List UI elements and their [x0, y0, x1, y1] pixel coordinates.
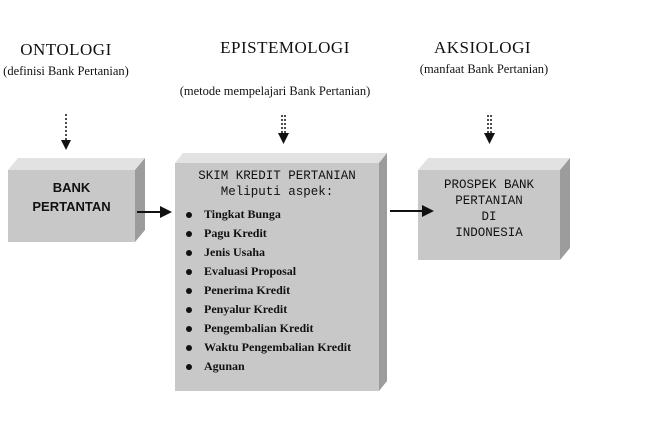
list-item: Evaluasi Proposal	[186, 262, 376, 281]
epistemologi-down-arrow	[278, 115, 289, 144]
aspek-list	[186, 205, 376, 376]
list-item: Tingkat Bunga	[186, 205, 376, 224]
bank-label-line1: BANK	[52, 180, 91, 195]
list-item: Jenis Usaha	[186, 243, 376, 262]
list-item: Pagu Kredit	[186, 224, 376, 243]
epistemologi-subtitle: (metode mempelajari Bank Pertanian)	[179, 84, 371, 98]
aksiologi-down-arrow	[484, 115, 495, 144]
ontologi-heading: ONTOLOGI	[20, 40, 112, 59]
ontologi-subtitle: (definisi Bank Pertanian)	[3, 64, 129, 78]
list-item: Penerima Kredit	[186, 281, 376, 300]
skim-kredit-title: SKIM KREDIT PERTANIAN	[198, 169, 356, 183]
list-item: Penyalur Kredit	[186, 300, 376, 319]
bank-pertanian-label	[8, 178, 135, 216]
aksiologi-heading: AKSIOLOGI	[433, 38, 532, 57]
list-item: Pengembalian Kredit	[186, 319, 376, 338]
prospek-line4: INDONESIA	[455, 226, 523, 240]
ontologi-down-arrow	[61, 114, 71, 150]
list-item: Agunan	[186, 357, 376, 376]
prospek-line1: PROSPEK BANK	[443, 178, 534, 192]
bank-label-line2: PERTANTAN	[32, 199, 111, 214]
prospek-label	[418, 177, 560, 241]
skim-kredit-subtitle: Meliputi aspek:	[220, 185, 334, 199]
prospek-line3: DI	[481, 210, 497, 224]
aksiologi-subtitle: (manfaat Bank Pertanian)	[419, 62, 549, 76]
epistemologi-heading: EPISTEMOLOGI	[220, 38, 350, 57]
list-item: Waktu Pengembalian Kredit	[186, 338, 376, 357]
prospek-line2: PERTANIAN	[455, 194, 523, 208]
